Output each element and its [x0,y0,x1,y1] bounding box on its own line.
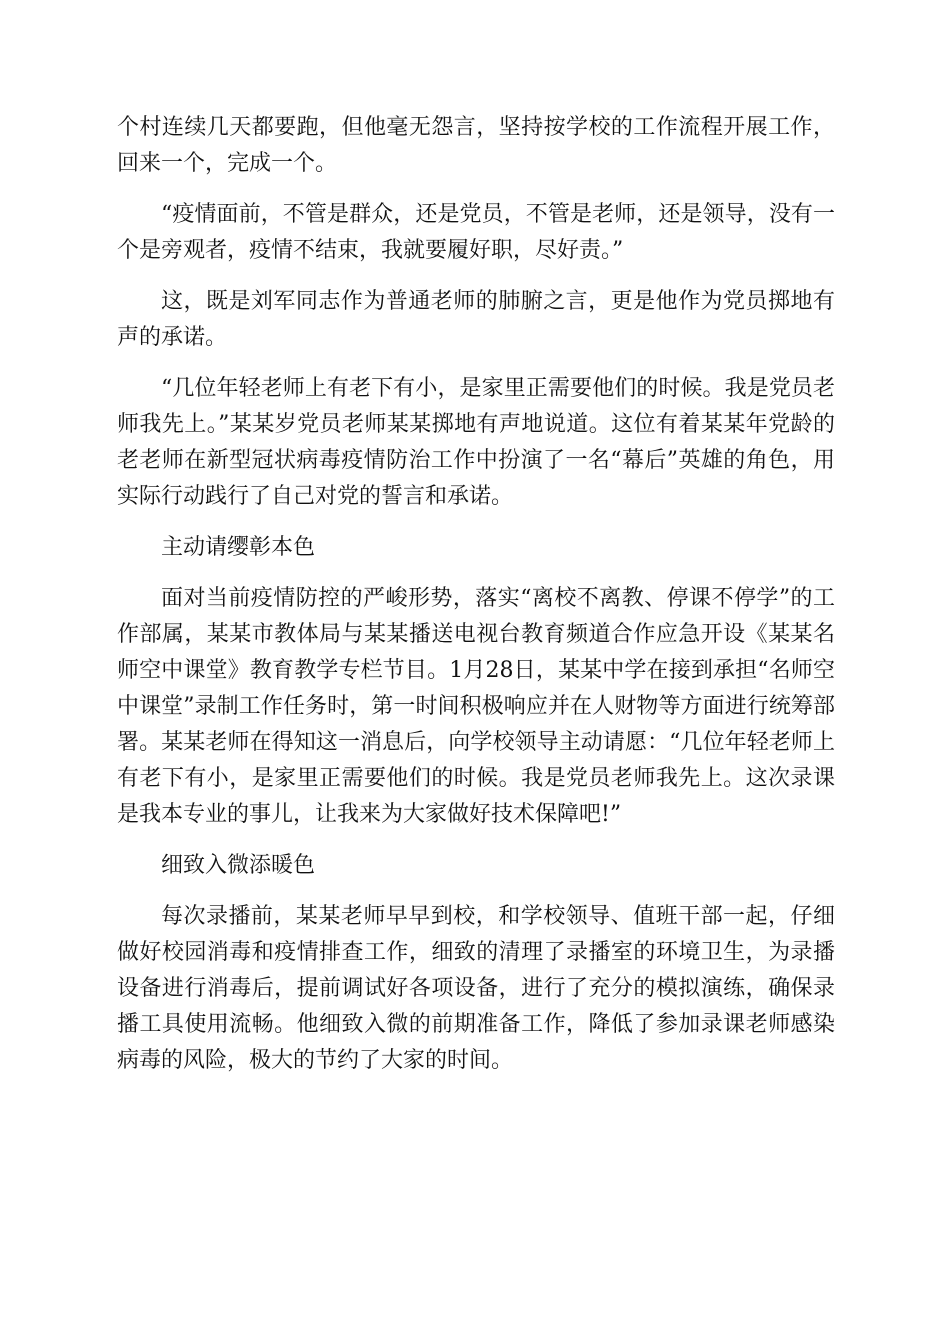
section-heading-meticulous: 细致入微添暖色 [161,853,316,878]
paragraph-quote-epidemic: “疫情面前，不管是群众，还是党员，不管是老师，还是领导，没有一个是旁观者，疫情不结束，我就要履好职，尽好责。” [117,202,835,263]
section-heading-volunteer: 主动请缨彰本色 [161,535,316,560]
paragraph-party-member: “几位年轻老师上有老下有小，是家里正需要他们的时候。我是党员老师我先上。”某某岁党员老师某某掷地有声地说道。这位有着某某年党龄的老老师在新型冠状病毒疫情防治工作中扮演了一名“幕后”英雄的角色，用实际行动践行了自己对党的誓言和承诺。 [117,376,835,509]
paragraph-continuation: 个村连续几天都要跑，但他毫无怨言，坚持按学校的工作流程开展工作，回来一个，完成一个。 [117,115,835,176]
paragraph-classroom: 面对当前疫情防控的严峻形势，落实“离校不离教、停课不停学”的工作部属，某某市教体局与某某播送电视台教育频道合作应急开设《某某名师空中课堂》教育教学专栏节目。1月28日，某某中学在接到承担“名师空中课堂”录制工作任务时，第一时间积极响应并在人财物等方面进行统筹部署。某某老师在得知这一消息后，向学校领导主动请愿：“几位年轻老师上有老下有小，是家里正需要他们的时候。我是党员老师我先上。这次录课是我本专业的事儿，让我来为大家做好技术保障吧!” [117,586,835,827]
paragraph-commitment: 这，既是刘军同志作为普通老师的肺腑之言，更是他作为党员掷地有声的承诺。 [117,289,835,350]
document-body [117,110,835,1094]
paragraph-preparation: 每次录播前，某某老师早早到校，和学校领导、值班干部一起，仔细做好校园消毒和疫情排查工作，细致的清理了录播室的环境卫生，为录播设备进行消毒后，提前调试好各项设备，进行了充分的模拟演练，确保录播工具使用流畅。他细致入微的前期准备工作，降低了参加录课老师感染病毒的风险，极大的节约了大家的时间。 [117,904,835,1073]
